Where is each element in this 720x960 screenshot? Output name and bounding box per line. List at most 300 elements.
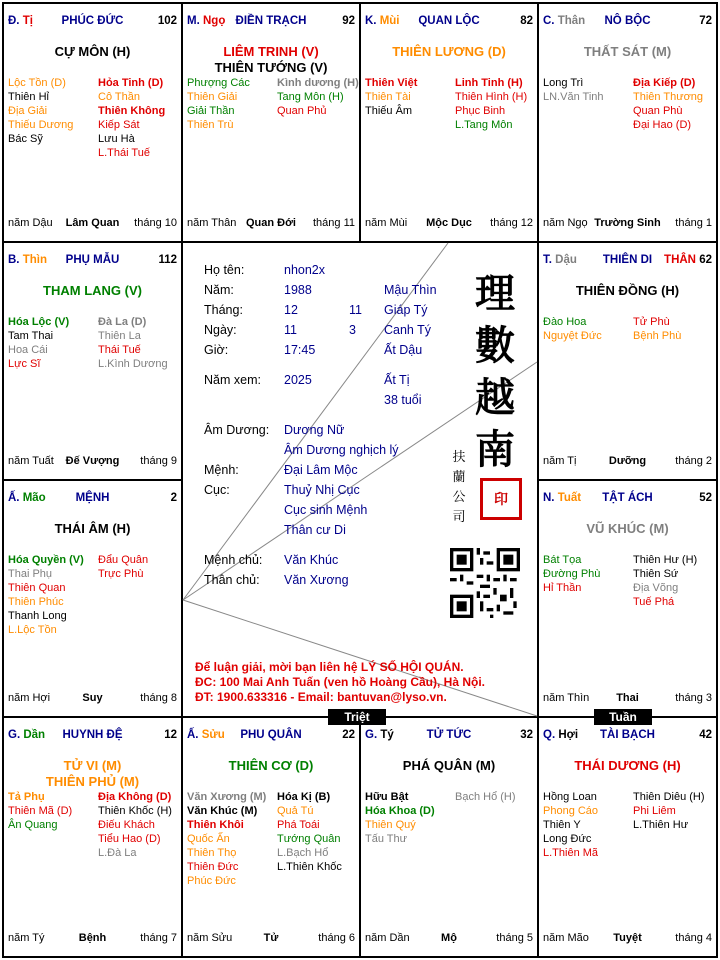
minor-star: Quan Phù (633, 105, 683, 117)
year-can: Mậu Thìn (384, 283, 437, 297)
minor-star: Thiên Quan (8, 582, 66, 594)
name-label: Họ tên: (204, 263, 245, 277)
small-seal-char: 扶 (452, 450, 466, 465)
menhchu-label: Mệnh chủ: (204, 553, 263, 567)
small-seal-text (450, 448, 468, 528)
palace-header (8, 729, 177, 743)
life-stage: Mộ (441, 932, 457, 944)
cuc-value: Thuỷ Nhị Cục (284, 483, 360, 497)
minor-star: Phượng Các (187, 77, 250, 89)
branch-prefix: Q. (543, 729, 556, 741)
palace-name: QUAN LỘC (418, 15, 480, 27)
birth-info (204, 260, 464, 590)
minor-star: Phi Liêm (633, 805, 676, 817)
palace-number: 82 (520, 15, 533, 27)
palace-month: tháng 1 (675, 217, 712, 229)
month-can: Giáp Tý (384, 303, 428, 317)
life-stage: Suy (82, 692, 103, 704)
life-stage: Quan Đới (246, 217, 296, 229)
seal-char: 南 (475, 426, 515, 473)
main-star: THAM LANG (V) (43, 283, 142, 298)
minor-star: Lực Sĩ (8, 358, 41, 370)
minor-star: Hỉ Thần (543, 582, 582, 594)
minor-star: Địa Võng (633, 582, 679, 594)
minor-star: Trực Phù (98, 568, 144, 580)
minor-star: Địa Giải (8, 105, 48, 117)
minor-star: Tiểu Hao (D) (98, 833, 161, 845)
minor-star: Hữu Bật (365, 791, 409, 803)
minor-star: LN.Văn Tinh (543, 91, 604, 103)
life-stage: Thai (616, 692, 639, 704)
main-star: VŨ KHÚC (M) (586, 521, 669, 536)
main-star: THIÊN TƯỚNG (V) (214, 60, 328, 75)
view-year-value: 2025 (284, 373, 312, 387)
contact-phone-email: ĐT: 1900.633316 - Email: bantuvan@lyso.vn. (195, 690, 447, 704)
stars-right (98, 76, 165, 160)
stars-left (543, 315, 602, 343)
stars-left (187, 76, 250, 132)
palace-month: tháng 3 (675, 692, 712, 704)
life-stage: Lâm Quan (65, 217, 120, 229)
stars-right (633, 76, 703, 132)
main-stars (537, 758, 718, 774)
palace-year: năm Ngọ (543, 217, 588, 229)
stars-right (455, 790, 516, 804)
seal-char: 越 (475, 374, 515, 421)
main-star: THIÊN PHỦ (M) (45, 774, 140, 789)
day-solar: 11 (284, 323, 297, 337)
stars-right (633, 553, 697, 609)
minor-star: L.Bạch Hổ (277, 847, 329, 859)
palace-header (543, 729, 712, 743)
minor-star: L.Thiên Mã (543, 847, 599, 859)
minor-star: Kiếp Sát (98, 119, 140, 131)
palace-year: năm Mùi (365, 217, 408, 229)
menh-label: Mệnh: (204, 463, 239, 477)
minor-star: Thiên Phúc (8, 596, 64, 608)
minor-star: Thai Phụ (8, 568, 53, 580)
minor-star: Thiên Mã (D) (8, 805, 73, 817)
palace-footer (8, 455, 177, 469)
palace-name: ĐIỀN TRẠCH (235, 15, 307, 27)
minor-star: Hoa Cái (8, 344, 48, 356)
main-stars (537, 283, 718, 299)
minor-star: Phá Toái (277, 819, 320, 831)
palace-ngo (181, 2, 361, 243)
minor-star: Thiên Hình (H) (455, 91, 528, 103)
branch-prefix: G. (8, 729, 21, 741)
minor-star: Thiên Quý (365, 819, 416, 831)
qr-code (450, 548, 520, 618)
palace-header (543, 254, 712, 268)
life-stage: Đế Vượng (65, 455, 120, 467)
minor-star: Thiên La (98, 330, 141, 342)
palace-header (365, 15, 533, 29)
stars-left (8, 553, 84, 637)
palace-year: năm Tị (543, 455, 577, 467)
minor-star: Thiên Hư (H) (633, 554, 698, 566)
minor-star: Địa Không (D) (98, 791, 172, 803)
palace-month: tháng 10 (134, 217, 177, 229)
minor-star: Cô Thần (98, 91, 140, 103)
stars-right (633, 315, 681, 343)
palace-header (8, 254, 177, 268)
minor-star: Tuế Phá (633, 596, 675, 608)
stars-right (98, 790, 172, 860)
minor-star: Kình dương (H) (277, 77, 359, 89)
palace-month: tháng 12 (490, 217, 533, 229)
branch-prefix: C. (543, 15, 555, 27)
seal-char: 理 (475, 270, 515, 317)
small-seal-char: 公 (452, 490, 466, 505)
palace-number: 62 (699, 254, 712, 266)
branch-name: Hợi (558, 729, 579, 741)
minor-star: Hỏa Tinh (D) (98, 77, 164, 89)
main-star: THIÊN CƠ (D) (228, 758, 314, 773)
minor-star: Hóa Lộc (V) (8, 316, 70, 328)
main-star: THÁI DƯƠNG (H) (574, 758, 681, 773)
stars-left (187, 790, 266, 888)
minor-star: Bạch Hổ (H) (455, 791, 516, 803)
palace-name: MỆNH (75, 492, 110, 504)
main-stars (359, 44, 539, 60)
minor-star: Tấu Thư (365, 833, 408, 845)
palace-footer (187, 217, 355, 231)
minor-star: Tam Thai (8, 330, 54, 342)
palace-dan (2, 716, 183, 958)
life-stage: Dưỡng (608, 455, 647, 467)
hour-label: Giờ: (204, 343, 229, 357)
stars-left (543, 790, 598, 860)
branch-name: Tý (380, 729, 394, 741)
minor-star: Thái Tuế (98, 344, 141, 356)
palace-mao (2, 479, 183, 718)
palace-name: TÀI BẠCH (600, 729, 655, 741)
palace-month: tháng 11 (312, 217, 355, 229)
view-year-can: Ất Tị (384, 373, 410, 387)
palace-thin (2, 241, 183, 481)
amduong-note: Âm Dương nghịch lý (284, 443, 399, 457)
stars-right (98, 315, 168, 371)
than-marker: THÂN (664, 254, 696, 266)
palace-number: 112 (158, 254, 177, 266)
thanchu-value: Văn Xương (284, 573, 349, 587)
minor-star: Bệnh Phù (633, 330, 682, 342)
minor-star: Quốc Ấn (187, 833, 230, 845)
main-stars (2, 521, 183, 537)
palace-year: năm Sửu (187, 932, 233, 944)
name-value: nhon2x (284, 263, 326, 277)
day-lunar: 3 (349, 323, 356, 337)
palace-than (537, 2, 718, 243)
minor-star: L.Thái Tuế (98, 147, 150, 159)
main-stars (181, 758, 361, 774)
minor-star: Thiên Việt (365, 77, 418, 89)
minor-star: Ân Quang (8, 819, 58, 831)
calligraphy-logo (470, 268, 520, 476)
palace-ty (359, 716, 539, 958)
minor-star: Thiên Diêu (H) (633, 791, 705, 803)
stars-right (277, 76, 359, 118)
main-stars (537, 521, 718, 537)
palace-number: 12 (164, 729, 177, 741)
branch-prefix: T. (543, 254, 552, 266)
life-stage: Tử (263, 932, 279, 944)
palace-month: tháng 6 (318, 932, 355, 944)
minor-star: Văn Khúc (M) (187, 805, 258, 817)
main-star: LIÊM TRINH (V) (223, 44, 319, 59)
branch-prefix: Đ. (8, 15, 20, 27)
main-star: THẤT SÁT (M) (583, 44, 672, 59)
main-stars (359, 758, 539, 774)
palace-name: PHU QUÂN (240, 729, 302, 741)
minor-star: Long Đức (543, 833, 592, 845)
main-stars (2, 283, 183, 299)
main-stars (2, 758, 183, 790)
month-label: Tháng: (204, 303, 243, 317)
palace-number: 92 (342, 15, 355, 27)
minor-star: Thiên Y (543, 819, 581, 831)
minor-star: Đào Hoa (543, 316, 587, 328)
palace-header (187, 729, 355, 743)
palace-name: THIÊN DI (602, 254, 653, 266)
branch-name: Mão (22, 492, 46, 504)
minor-star: Thiên Giải (187, 91, 238, 103)
minor-star: Hồng Loan (543, 791, 597, 803)
palace-year: năm Hợi (8, 692, 51, 704)
hour-can: Ất Dậu (384, 343, 423, 357)
minor-star: Bát Tọa (543, 554, 582, 566)
main-stars (537, 44, 718, 60)
minor-star: Phong Cáo (543, 805, 599, 817)
life-stage: Mộc Dục (426, 217, 472, 229)
amduong-value: Dương Nữ (284, 423, 345, 437)
palace-name: NÔ BỘC (604, 15, 651, 27)
main-star: PHÁ QUÂN (M) (402, 758, 496, 773)
minor-star: Lộc Tồn (D) (8, 77, 66, 89)
palace-year: năm Dậu (8, 217, 53, 229)
palace-mui (359, 2, 539, 243)
main-star: THIÊN ĐỒNG (H) (575, 283, 680, 298)
palace-header (543, 15, 712, 29)
minor-star: Phục Binh (455, 105, 506, 117)
menhchu-value: Văn Khúc (284, 553, 339, 567)
minor-star: L.Đà La (98, 847, 137, 859)
palace-number: 22 (342, 729, 355, 741)
palace-footer (365, 217, 533, 231)
minor-star: L.Tang Môn (455, 119, 513, 131)
minor-star: Bác Sỹ (8, 133, 43, 145)
amduong-label: Âm Dương: (204, 423, 270, 437)
branch-name: Tị (22, 15, 33, 27)
palace-header (365, 729, 533, 743)
branch-prefix: K. (365, 15, 377, 27)
minor-star: Đường Phù (543, 568, 601, 580)
minor-star: Thiên Đức (187, 861, 239, 873)
palace-header (8, 15, 177, 29)
palace-year: năm Thìn (543, 692, 590, 704)
minor-star: Quả Tú (277, 805, 314, 817)
palace-name: TẬT ÁCH (602, 492, 653, 504)
minor-star: Địa Kiếp (D) (633, 77, 696, 89)
minor-star: Văn Xương (M) (187, 791, 267, 803)
palace-header (543, 492, 712, 506)
palace-year: năm Thân (187, 217, 237, 229)
branch-prefix: B. (8, 254, 20, 266)
minor-star: Thiên Không (98, 105, 166, 117)
small-seal-char: 蘭 (452, 470, 466, 485)
branch-prefix: Ấ. (8, 492, 20, 504)
minor-star: Đại Hao (D) (633, 119, 692, 131)
palace-hoi (537, 716, 718, 958)
branch-name: Thân (557, 15, 586, 27)
minor-star: Nguyệt Đức (543, 330, 602, 342)
stars-left (543, 553, 600, 595)
minor-star: Thiên Khốc (H) (98, 805, 172, 817)
year-label: Năm: (204, 283, 234, 297)
main-star: THÁI ÂM (H) (54, 521, 131, 536)
branch-prefix: G. (365, 729, 378, 741)
minor-star: Linh Tinh (H) (455, 77, 523, 89)
stars-left (365, 76, 417, 118)
cuc-label: Cục: (204, 483, 230, 497)
than-cu-note: Thân cư Di (284, 523, 346, 537)
palace-number: 72 (699, 15, 712, 27)
minor-star: Thiên Hỉ (8, 91, 49, 103)
palace-year: năm Tý (8, 932, 45, 944)
branch-prefix: Ấ. (187, 729, 199, 741)
palace-ti (2, 2, 183, 243)
palace-footer (8, 932, 177, 946)
minor-star: Long Trì (543, 77, 584, 89)
branch-prefix: N. (543, 492, 555, 504)
palace-number: 102 (157, 15, 177, 27)
main-star: CỰ MÔN (H) (54, 44, 131, 59)
contact-address: ĐC: 100 Mai Anh Tuấn (ven hồ Hoàng Cầu), Hà Nội. (195, 675, 486, 689)
minor-star: Thiên Thọ (187, 847, 237, 859)
minor-star: Hóa Quyền (V) (8, 554, 84, 566)
minor-star: Thiếu Dương (8, 119, 74, 131)
stars-left (8, 790, 72, 832)
minor-star: Thiên Thương (633, 91, 704, 103)
month-solar: 12 (284, 303, 298, 317)
branch-name: Thìn (22, 254, 47, 266)
minor-star: Phúc Đức (187, 875, 236, 887)
minor-star: Tướng Quân (277, 833, 341, 845)
palace-month: tháng 4 (675, 932, 712, 944)
palace-year: năm Mão (543, 932, 589, 944)
palace-footer (187, 932, 355, 946)
minor-star: Quan Phủ (277, 105, 327, 117)
minor-star: Thiên Sứ (633, 568, 679, 580)
palace-number: 32 (520, 729, 533, 741)
palace-name: PHỤ MẪU (65, 254, 120, 266)
minor-star: Giải Thần (187, 105, 235, 117)
life-stage: Tuyệt (613, 932, 642, 944)
palace-footer (8, 217, 177, 231)
minor-star: Thiên Tài (365, 91, 411, 103)
palace-number: 2 (170, 492, 177, 504)
palace-year: năm Dần (365, 932, 410, 944)
branch-name: Dậu (555, 254, 577, 266)
minor-star: Hóa Khoa (D) (365, 805, 435, 817)
minor-star: Thanh Long (8, 610, 67, 622)
palace-footer (8, 692, 177, 706)
branch-name: Tuất (557, 492, 582, 504)
palace-month: tháng 2 (675, 455, 712, 467)
main-stars (2, 44, 183, 60)
main-star: THIÊN LƯƠNG (D) (392, 44, 506, 59)
branch-name: Sửu (201, 729, 225, 741)
tuan-badge: Tuần (594, 709, 652, 725)
minor-star: Thiếu Âm (365, 105, 413, 117)
branch-prefix: M. (187, 15, 200, 27)
minor-star: L.Kình Dương (98, 358, 168, 370)
palace-header (8, 492, 177, 506)
small-seal-char: 司 (452, 510, 466, 525)
life-stage: Bệnh (78, 932, 107, 944)
palace-number: 52 (699, 492, 712, 504)
palace-name: HUYNH ĐỆ (62, 729, 123, 741)
palace-month: tháng 7 (140, 932, 177, 944)
stars-right (633, 790, 705, 832)
menh-value: Đại Lâm Mộc (284, 463, 358, 477)
contact-info (195, 660, 485, 705)
stars-left (365, 790, 435, 846)
day-label: Ngày: (204, 323, 237, 337)
minor-star: Thiên Khôi (187, 819, 244, 831)
age-value: 38 tuổi (384, 393, 422, 407)
stars-right (277, 790, 342, 874)
minor-star: Thiên Trù (187, 119, 234, 131)
stars-right (455, 76, 527, 132)
minor-star: Điếu Khách (98, 819, 155, 831)
life-stage: Trường Sinh (594, 217, 661, 229)
minor-star: Đẩu Quân (98, 554, 149, 566)
palace-footer (365, 932, 533, 946)
main-star: TỬ VI (M) (63, 758, 122, 773)
palace-dau (537, 241, 718, 481)
month-lunar: 11 (349, 303, 362, 317)
minor-star: Tang Môn (H) (277, 91, 344, 103)
palace-suu (181, 716, 361, 958)
minor-star: L.Lộc Tồn (8, 624, 57, 636)
minor-star: Hóa Kị (B) (277, 791, 331, 803)
stars-left (8, 76, 73, 146)
branch-name: Ngọ (202, 15, 226, 27)
palace-footer (543, 217, 712, 231)
contact-line: Để luận giải, mời bạn liên hệ LÝ SỐ HỘI QUÁN. (195, 660, 464, 674)
stars-right (98, 553, 148, 581)
palace-name: PHÚC ĐỨC (61, 15, 124, 27)
year-value: 1988 (284, 283, 312, 297)
palace-month: tháng 8 (140, 692, 177, 704)
palace-month: tháng 9 (140, 455, 177, 467)
minor-star: Đà La (D) (98, 316, 147, 328)
palace-name: TỬ TỨC (426, 729, 472, 741)
minor-star: L.Thiên Khốc (277, 861, 342, 873)
day-can: Canh Tý (384, 323, 432, 337)
palace-tuat (537, 479, 718, 718)
palace-year: năm Tuất (8, 455, 54, 467)
stars-left (543, 76, 604, 104)
triet-badge: Triệt (328, 709, 386, 725)
palace-month: tháng 5 (496, 932, 533, 944)
red-stamp: 印 (480, 478, 522, 520)
stars-left (8, 315, 69, 371)
minor-star: Tử Phù (633, 316, 670, 328)
main-stars (181, 44, 361, 76)
